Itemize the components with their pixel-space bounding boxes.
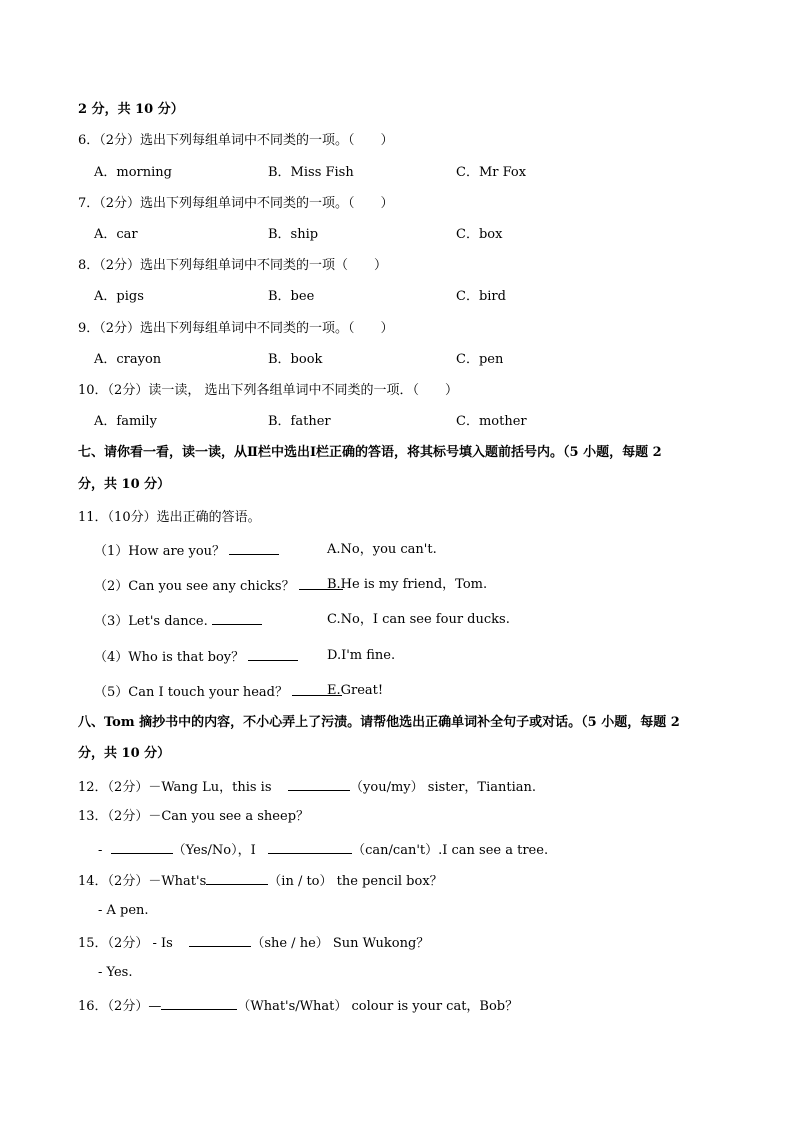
question-16-prefix: 16．（2分）— — [78, 999, 162, 1014]
question-14-answer: - A pen. — [98, 903, 149, 918]
answer-blank-1[interactable] — [229, 542, 279, 555]
question-14-suffix: （in / to） the pencil box？ — [268, 874, 443, 889]
match-question-1-text: （1）How are you？ — [94, 544, 226, 559]
match-answer-e: E.Great! — [327, 683, 384, 698]
match-answer-d: D.I'm fine. — [327, 648, 396, 663]
question-14 — [78, 872, 443, 890]
question-13-dash: - — [98, 843, 103, 858]
question-13-blank-2[interactable] — [268, 841, 352, 854]
match-answer-c: C.No，I can see four ducks. — [327, 612, 510, 627]
question-13-blank-1[interactable] — [111, 841, 173, 854]
question-16-suffix: （What's/What） colour is your cat，Bob？ — [237, 999, 519, 1014]
question-13-suffix: （can/can't）.I can see a tree. — [352, 843, 549, 858]
question-7-option-a: A．car — [94, 227, 138, 242]
section7-heading-line1: 七、请你看一看，读一读，从Ⅱ栏中选出Ⅰ栏正确的答语，将其标号填入题前括号内。（5 小题，每题 2 — [78, 445, 662, 460]
question-15-prefix: 15．（2分） - Is — [78, 936, 173, 951]
answer-blank-4[interactable] — [248, 648, 298, 661]
question-13-middle: （Yes/No），I — [172, 843, 256, 858]
question-12-blank[interactable] — [288, 778, 350, 791]
question-6-stem: 6．（2分）选出下列每组单词中不同类的一项。（ ） — [78, 133, 394, 148]
question-9-option-c: C．pen — [456, 352, 504, 367]
answer-blank-3[interactable] — [212, 612, 262, 625]
question-9-stem: 9．（2分）选出下列每组单词中不同类的一项。（ ） — [78, 321, 394, 336]
section7-heading-line2: 分，共 10 分） — [78, 477, 171, 492]
question-6-option-b: B．Miss Fish — [268, 165, 354, 180]
question-15 — [78, 934, 429, 952]
match-question-4-text: （4）Who is that boy？ — [94, 650, 245, 665]
match-question-5-text: （5）Can I touch your head？ — [94, 685, 288, 700]
question-6-option-c: C．Mr Fox — [456, 165, 527, 180]
question-8-option-b: B．bee — [268, 289, 315, 304]
match-question-2 — [94, 577, 343, 595]
question-12 — [78, 778, 536, 796]
match-question-4 — [94, 648, 298, 666]
question-8-option-c: C．bird — [456, 289, 506, 304]
question-12-suffix: （you/my） sister，Tiantian. — [350, 780, 536, 795]
question-10-option-c: C．mother — [456, 414, 527, 429]
question-15-answer: - Yes. — [98, 965, 133, 980]
question-7-option-c: C．box — [456, 227, 503, 242]
question-16 — [78, 997, 518, 1015]
question-15-suffix: （she / he） Sun Wukong？ — [251, 936, 430, 951]
question-10-option-b: B．father — [268, 414, 331, 429]
match-answer-a: A.No，you can't. — [327, 542, 437, 557]
question-12-prefix: 12．（2分）－Wang Lu，this is — [78, 780, 272, 795]
question-7-option-b: B．ship — [268, 227, 319, 242]
question-14-blank[interactable] — [206, 872, 268, 885]
question-8-stem: 8．（2分）选出下列每组单词中不同类的一项（ ） — [78, 258, 388, 273]
question-9-option-b: B．book — [268, 352, 323, 367]
match-question-1 — [94, 542, 279, 560]
match-question-3-text: （3）Let's dance. — [94, 614, 208, 629]
section8-heading-line2: 分，共 10 分） — [78, 746, 171, 761]
question-8-option-a: A．pigs — [94, 289, 144, 304]
question-13-response — [98, 841, 548, 859]
match-question-2-text: （2）Can you see any chicks？ — [94, 579, 295, 594]
question-15-blank[interactable] — [189, 934, 251, 947]
question-6-option-a: A．morning — [94, 165, 172, 180]
match-question-5 — [94, 683, 342, 701]
section6-heading-tail: 2 分，共 10 分） — [78, 102, 184, 117]
question-16-blank[interactable] — [161, 997, 237, 1010]
question-10-stem: 10．（2分）读一读， 选出下列各组单词中不同类的一项．（ ） — [78, 383, 458, 398]
match-answer-b: B.He is my friend，Tom. — [327, 577, 488, 592]
question-11-stem: 11．（10分）选出正确的答语。 — [78, 510, 261, 525]
question-13-stem: 13．（2分）－Can you see a sheep？ — [78, 809, 310, 824]
question-7-stem: 7．（2分）选出下列每组单词中不同类的一项。（ ） — [78, 196, 394, 211]
section8-heading-line1: 八、Tom 摘抄书中的内容，不小心弄上了污渍。请帮他选出正确单词补全句子或对话。（5 小题，每题 2 — [78, 715, 680, 730]
question-10-option-a: A．family — [94, 414, 157, 429]
match-question-3 — [94, 612, 262, 630]
question-14-prefix: 14．（2分）－What's — [78, 874, 207, 889]
question-9-option-a: A．crayon — [94, 352, 162, 367]
